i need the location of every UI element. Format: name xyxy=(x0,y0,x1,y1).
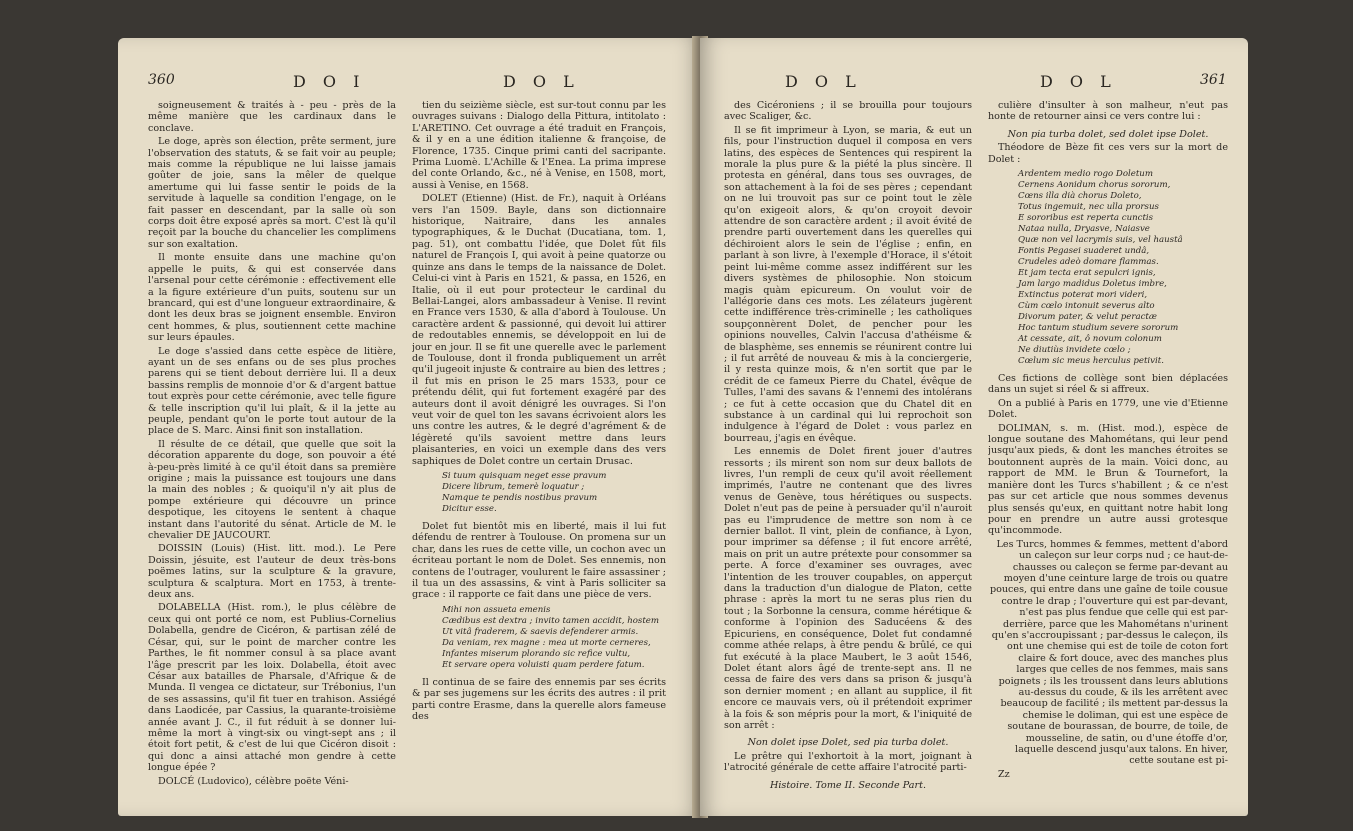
verse-line: Ardentem medio rogo Doletum xyxy=(1018,169,1153,180)
paragraph: Il résulte de ce détail, que quelle que soit la décoration apparente du doge, son pouvoir a été à-peu-près limité à ce qu'il étoit dans sa première origine ; mais la puissance est toujours une dans la main des nobles ; & quoiqu'il n'y ait plus de pompe extérieure qui découvre un prince despotique, les citoyens le sentent à chaque instant dans l'autorité du sénat. Article de M. le chevalier DE JAUCOURT. xyxy=(148,438,396,542)
page-number-right: 361 xyxy=(1200,72,1227,88)
paragraph: DOLCÉ (Ludovico), célèbre poëte Véni- xyxy=(158,775,349,787)
paragraph: Le prêtre qui l'exhortoit à la mort, joignant à l'atrocité générale de cette affaire l'atrocité parti- xyxy=(724,750,972,774)
verse-block xyxy=(442,605,666,671)
verse-line: Hoc tantum studium severe sororum xyxy=(1018,323,1179,334)
running-head-right-2: D O L xyxy=(1040,72,1117,91)
running-head-left-2: D O L xyxy=(503,72,580,91)
right-column-2 xyxy=(988,100,1228,810)
verse-line: Namque te pendis nostibus pravum xyxy=(442,493,598,503)
paragraph: Dolet fut bientôt mis en liberté, mais il lui fut défendu de rentrer à Toulouse. On promena sur un char, dans les rues de cette ville, un cochon avec un écriteau portant le nom de Dolet. Ses ennemis, non contens de l'outrager, voulurent le faire assassiner ; il tua un des assassins, & vint à Paris solliciter sa grace : il rapporte ce fait dans une pièce de vers. xyxy=(412,521,666,601)
verse-line: Cùm cœlo intonuit severus alto xyxy=(1018,301,1155,312)
paragraph: DOLIMAN, s. m. (Hist. mod.), espèce de longue soutane des Mahométans, qui leur pend jusqu'aux pieds, & dont les manches étroites se boutonnent auprès de la main. Voici donc, au rapport de MM. le Brun & Tournefort, la manière dont les Turcs s'habillent ; & ce n'est pas sur cet article que nous sommes devenus plus sensés qu'eux, en quittant notre habit long pour en prendre un autre aussi grotesque qu'incommode. xyxy=(988,422,1228,537)
verse-line: Crudeles adeò domare flammas. xyxy=(1018,257,1159,268)
verse-line: Da veniam, rex magne : mea ut morte cerneres, xyxy=(442,637,651,648)
verse-line: Totus ingemuit, nec ulla prorsus xyxy=(1018,202,1159,213)
paragraph: Le doge s'assied dans cette espèce de litière, ayant un de ses enfans ou de ses plus proches parens qui se tient debout derrière lui. Il a deux bassins remplis de monnoie d'or & d'argent battue tout exprès pour cette cérémonie, avec telle figure & telle inscription qu'il lui plaît, & il la jette au peuple, pendant qu'on le porte tout autour de la place de S. Marc. Ainsi finit son installation. xyxy=(148,345,396,437)
running-head-right-1: D O L xyxy=(785,72,862,91)
verse-line: Ut vitâ fraderem, & saevis defenderer armis. xyxy=(442,626,639,637)
paragraph: Zz xyxy=(998,768,1010,780)
paragraph: des Cicéroniens ; il se brouilla pour toujours avec Scaliger, &c. xyxy=(724,100,972,123)
paragraph: On a publié à Paris en 1779, une vie d'Etienne Dolet. xyxy=(988,397,1228,421)
paragraph: culière d'insulter à son malheur, n'eut pas honte de retourner ainsi ce vers contre lui : xyxy=(988,100,1228,123)
paragraph: Non dolet ipse Dolet, sed pia turba dolet. xyxy=(747,737,949,749)
verse-line: Cernens Aonidum chorus sororum, xyxy=(1018,180,1171,191)
verse-line: E sororibus est reperta cunctis xyxy=(1018,213,1154,224)
verse-line: Nataa nulla, Dryasve, Naiasve xyxy=(1018,224,1150,235)
right-page xyxy=(700,38,1248,816)
paragraph: tien du seizième siècle, est sur-tout connu par les ouvrages suivans : Dialogo della Pittura, intitolato : L'ARETINO. Cet ouvrage a été traduit en François, & il y en a une édition italienne & françoise, de Florence, 1735. Cinque primi canti del sacripante. Prima Luomè. L'Achille & l'Enea. La prima imprese del conte Orlando, &c., né à Venise, en 1508, mort, aussi à Venise, en 1568. xyxy=(412,100,666,191)
verse-line: Et jam tecta erat sepulcri ignis, xyxy=(1018,268,1156,279)
paragraph: Ces fictions de collège sont bien déplacées dans un sujet si réel & si affreux. xyxy=(988,373,1228,396)
right-column-1 xyxy=(724,100,972,810)
verse-line: Cœns illa dià chorus Doleto, xyxy=(1018,191,1142,202)
paragraph: Les Turcs, hommes & femmes, mettent d'abord un caleçon sur leur corps nud ; ce haut-de-chausses ou caleçon se ferme par-devant au moyen d'une ceinture large de trois ou quatre pouces, qui entre dans une gaîne de toile cousue contre le drap ; l'ouverture qui est par-devant, n'est pas plus fendue que celle qui est par-derrière, parce que les Mahométans n'urinent qu'en s'accroupissant ; par-dessus le caleçon, ils ont une chemise qui est de toile de coton fort claire & fort douce, avec des manches plus larges que celles de nos femmes, mais sans poignets ; ils les troussent dans leurs ablutions au-dessus du coude, & ils les arrêtent avec beaucoup de facilité ; ils mettent par-dessus la chemise le doliman, qui est une espèce de soutane de bourassan, de bourre, de toile, de mousseline, de satin, ou d'une étoffe d'or, laquelle descend jusqu'aux talons. En hiver, cette soutane est pi- xyxy=(989,538,1228,767)
verse-line: Et servare opera voluisti quam perdere fatum. xyxy=(442,659,645,670)
paragraph: Théodore de Bèze fit ces vers sur la mort de Dolet : xyxy=(988,142,1228,165)
paragraph: Le doge, après son élection, prête serment, jure l'observation des statuts, & se fait voir au peuple; mais comme la république ne lui laisse jamais goûter de joie, sans la mêler de quelque amertume qui lui fasse sentir le poids de la servitude à laquelle sa condition l'engage, on le fait passer en descendant, par la salle où son corps doit être exposé après sa mort. C'est là qu'il reçoit par la bouche du chancelier les complimens sur son exaltation. xyxy=(148,136,396,250)
paragraph: Il monte ensuite dans une machine qu'on appelle le puits, & qui est conservée dans l'arsenal pour cette cérémonie : effectivement elle a la figure extérieure d'un puits, soutenu sur un brancard, qui est d'une longueur extraordinaire, & dont les deux bras se joignent ensemble. Environ cent hommes, & plus, soutiennent cette machine sur leurs épaules. xyxy=(148,252,396,344)
paragraph: Il continua de se faire des ennemis par ses écrits & par ses jugemens sur les écrits des autres : il prit parti contre Erasme, dans la querelle alors fameuse des xyxy=(412,676,666,723)
verse-block xyxy=(442,471,666,515)
paragraph: Histoire. Tome II. Seconde Part. xyxy=(769,779,927,791)
verse-line: Si tuum quisquam neget esse pravum xyxy=(442,471,607,481)
paragraph: DOLET (Etienne) (Hist. de Fr.), naquit à Orléans vers l'an 1509. Bayle, dans son dictionnaire historique, Naitraire, dans les annales typographiques, & le Duchat (Ducatiana, tom. 1, pag. 51), ont combattu l'idée, que Dolet fût fils naturel de François I, qui avoit à peine quatorze ou quinze ans dans le temps de la naissance de Dolet. Celui-ci vint à Paris en 1521, & passa, en 1526, en Italie, où il eut pour protecteur le cardinal du Bellai-Langei, alors ambassadeur à Venise. Il revint en France vers 1530, & alla d'abord à Toulouse. Un caractère ardent & passionné, qui devoit lui attirer de redoutables ennemis, se développoit en lui de jour en jour. Il se fit une querelle avec le parlement de Toulouse, dont il fronda publiquement un arrêt qu'il jugeoit injuste & contraire au bien des lettres ; il fut mis en prison le 25 mars 1533, pour ce prétendu délit, qui fut fortement exagéré par des auteurs dont il avoit dénigré les ouvrages. Si l'on veut voir de quel ton les savans écrivoient alors les uns contre les autres, & le degré d'agrément & de légèreté qu'ils savoient mettre dans leurs plaisanteries, en voici un exemple dans des vers saphiques de Dolet contre un certain Drusac. xyxy=(412,193,666,467)
verse-line: Jam largo madidus Doletus imbre, xyxy=(1018,279,1167,290)
paragraph: Non pia turba dolet, sed dolet ipse Dolet. xyxy=(1007,128,1209,140)
left-page xyxy=(118,38,700,816)
verse-line: Cædibus est dextra ; invito tamen accidit, hostem xyxy=(442,615,660,626)
verse-line: Divorum pater, & velut peractæ xyxy=(1018,312,1157,323)
paragraph: soigneusement & traités à - peu - près de la même manière que les cardinaux dans le conclave. xyxy=(148,100,396,134)
verse-line: Dicitur esse. xyxy=(442,504,497,514)
verse-line: At cessate, ait, ô novum colonum xyxy=(1018,334,1162,345)
paragraph: Les ennemis de Dolet firent jouer d'autres ressorts ; ils mirent son nom sur deux ballots de livres, l'un rempli de ceux qu'il avoit réellement imprimés, l'autre ne contenant que des livres venus de Genève, tous hérétiques ou suspects. Dolet n'eut pas de peine à persuader qu'il n'auroit pas eu l'imprudence de mettre son nom à ce dernier ballot. Il vint, plein de confiance, à Lyon, pour imprimer sa défense ; il fut encore arrêté, mais on prit un autre prétexte pour consommer sa perte. A force d'examiner ses ouvrages, avec l'intention de les trouver coupables, on apperçut dans la traduction d'un dialogue de Platon, cette phrase : après la mort tu ne seras plus rien du tout ; la Sorbonne la censura, comme hérétique & conforme à l'opinion des Saducéens & des Epicuriens, en conséquence, Dolet fut condamné comme athée relaps, à être pendu & brûlé, ce qui fut exécuté à la place Maubert, le 3 août 1546, Dolet étant alors âgé de trente-sept ans. Il ne cessa de faire des vers dans sa prison & jusqu'à son dernier moment ; en allant au supplice, il fit encore ce mauvais vers, où il prétendoit exprimer à la fois & son mépris pour la mort, & l'iniquité de son arrêt : xyxy=(724,446,972,731)
verse-line: Mihi non assueta emenis xyxy=(442,604,551,615)
left-column-1 xyxy=(148,100,396,810)
verse-line: Ne diutiùs invidete cœlo ; xyxy=(1018,345,1131,356)
verse-line: Quæ non vel lacrymis suis, vel haustâ xyxy=(1018,235,1183,246)
page-number-left: 360 xyxy=(148,72,175,88)
verse-line: Fontis Pegasei suaderet undâ, xyxy=(1018,246,1150,257)
verse-line: Infantes miserum plorando sic refice vultu, xyxy=(442,648,631,659)
verse-line: Extinctus poterat mori videri, xyxy=(1018,290,1148,301)
paragraph: Il se fit imprimeur à Lyon, se maria, & eut un fils, pour l'instruction duquel il composa en vers latins, des espèces de Sentences qui respirent la morale la plus pure & la piété la plus sincère. Il protesta en général, dans tous ses ouvrages, de son attachement à la foi de ses pères ; cependant on ne lui trouvoit pas sur ce point tout le zèle qu'on exigeoit alors, & qu'on croyoit devoir attendre de son caractère ardent ; il avoit évité de prendre parti ouvertement dans les querelles qui déchiroient alors le sein de l'église ; enfin, en parlant à son livre, à l'exemple d'Horace, il s'étoit peint lui-même comme assez indifférent sur les divers systèmes de philosophie. Non stoicum magis quàm epicureum. On voulut voir de l'allégorie dans ces mots. Les zélateurs jugèrent cette indifférence très-criminelle ; les catholiques soupçonnèrent Dolet, de pencher pour les opinions nouvelles, Calvin l'accusa d'athéisme & de blasphème, ses ennemis se réunirent contre lui ; il fut arrêté de nouveau & mis à la conciergerie, il y resta quinze mois, & n'en sortit que par le crédit de ce fameux Pierre du Chatel, évêque de Tulles, l'ami des savans & l'ennemi des intolérans ; ce fut à cette occasion que du Chatel dit en substance à un cardinal qui lui reprochoit son indulgence à l'égard de Dolet : vous parlez en bourreau, j'agis en évêque. xyxy=(724,124,972,444)
verse-block xyxy=(1018,169,1228,367)
paragraph: DOISSIN (Louis) (Hist. litt. mod.). Le Pere Doissin, jésuite, est l'auteur de deux très-bons poëmes latins, sur la sculpture & la gravure, sculptura & scalptura. Mort en 1753, à trente-deux ans. xyxy=(148,543,396,601)
verse-line: Cœlum sic meus herculus petivit. xyxy=(1018,356,1164,367)
left-column-2 xyxy=(412,100,666,810)
running-head-left-1: D O I xyxy=(293,72,366,91)
verse-line: Dicere librum, temerè loquatur ; xyxy=(442,482,585,492)
paragraph: DOLABELLA (Hist. rom.), le plus célèbre de ceux qui ont porté ce nom, est Publius-Cornelius Dolabella, gendre de Cicéron, & partisan zélé de César, qui, sur le point de marcher contre les Parthes, le fit nommer consul à sa place avant l'âge prescrit par les loix. Dolabella, étoit avec César aux batailles de Pharsale, d'Afrique & de Munda. Il vengea ce dictateur, sur Trébonius, l'un de ses assassins, qu'il fit tuer en trahison. Assiégé dans Laodicée, par Cassius, la quarante-troisième année avant J. C., il fut réduit à se donner lui-même la mort à vingt-six ou vingt-sept ans ; il étoit fort petit, & c'est de lui que Cicéron disoit : qui donc a ainsi attaché mon gendre à cette longue épée ? xyxy=(148,602,396,774)
